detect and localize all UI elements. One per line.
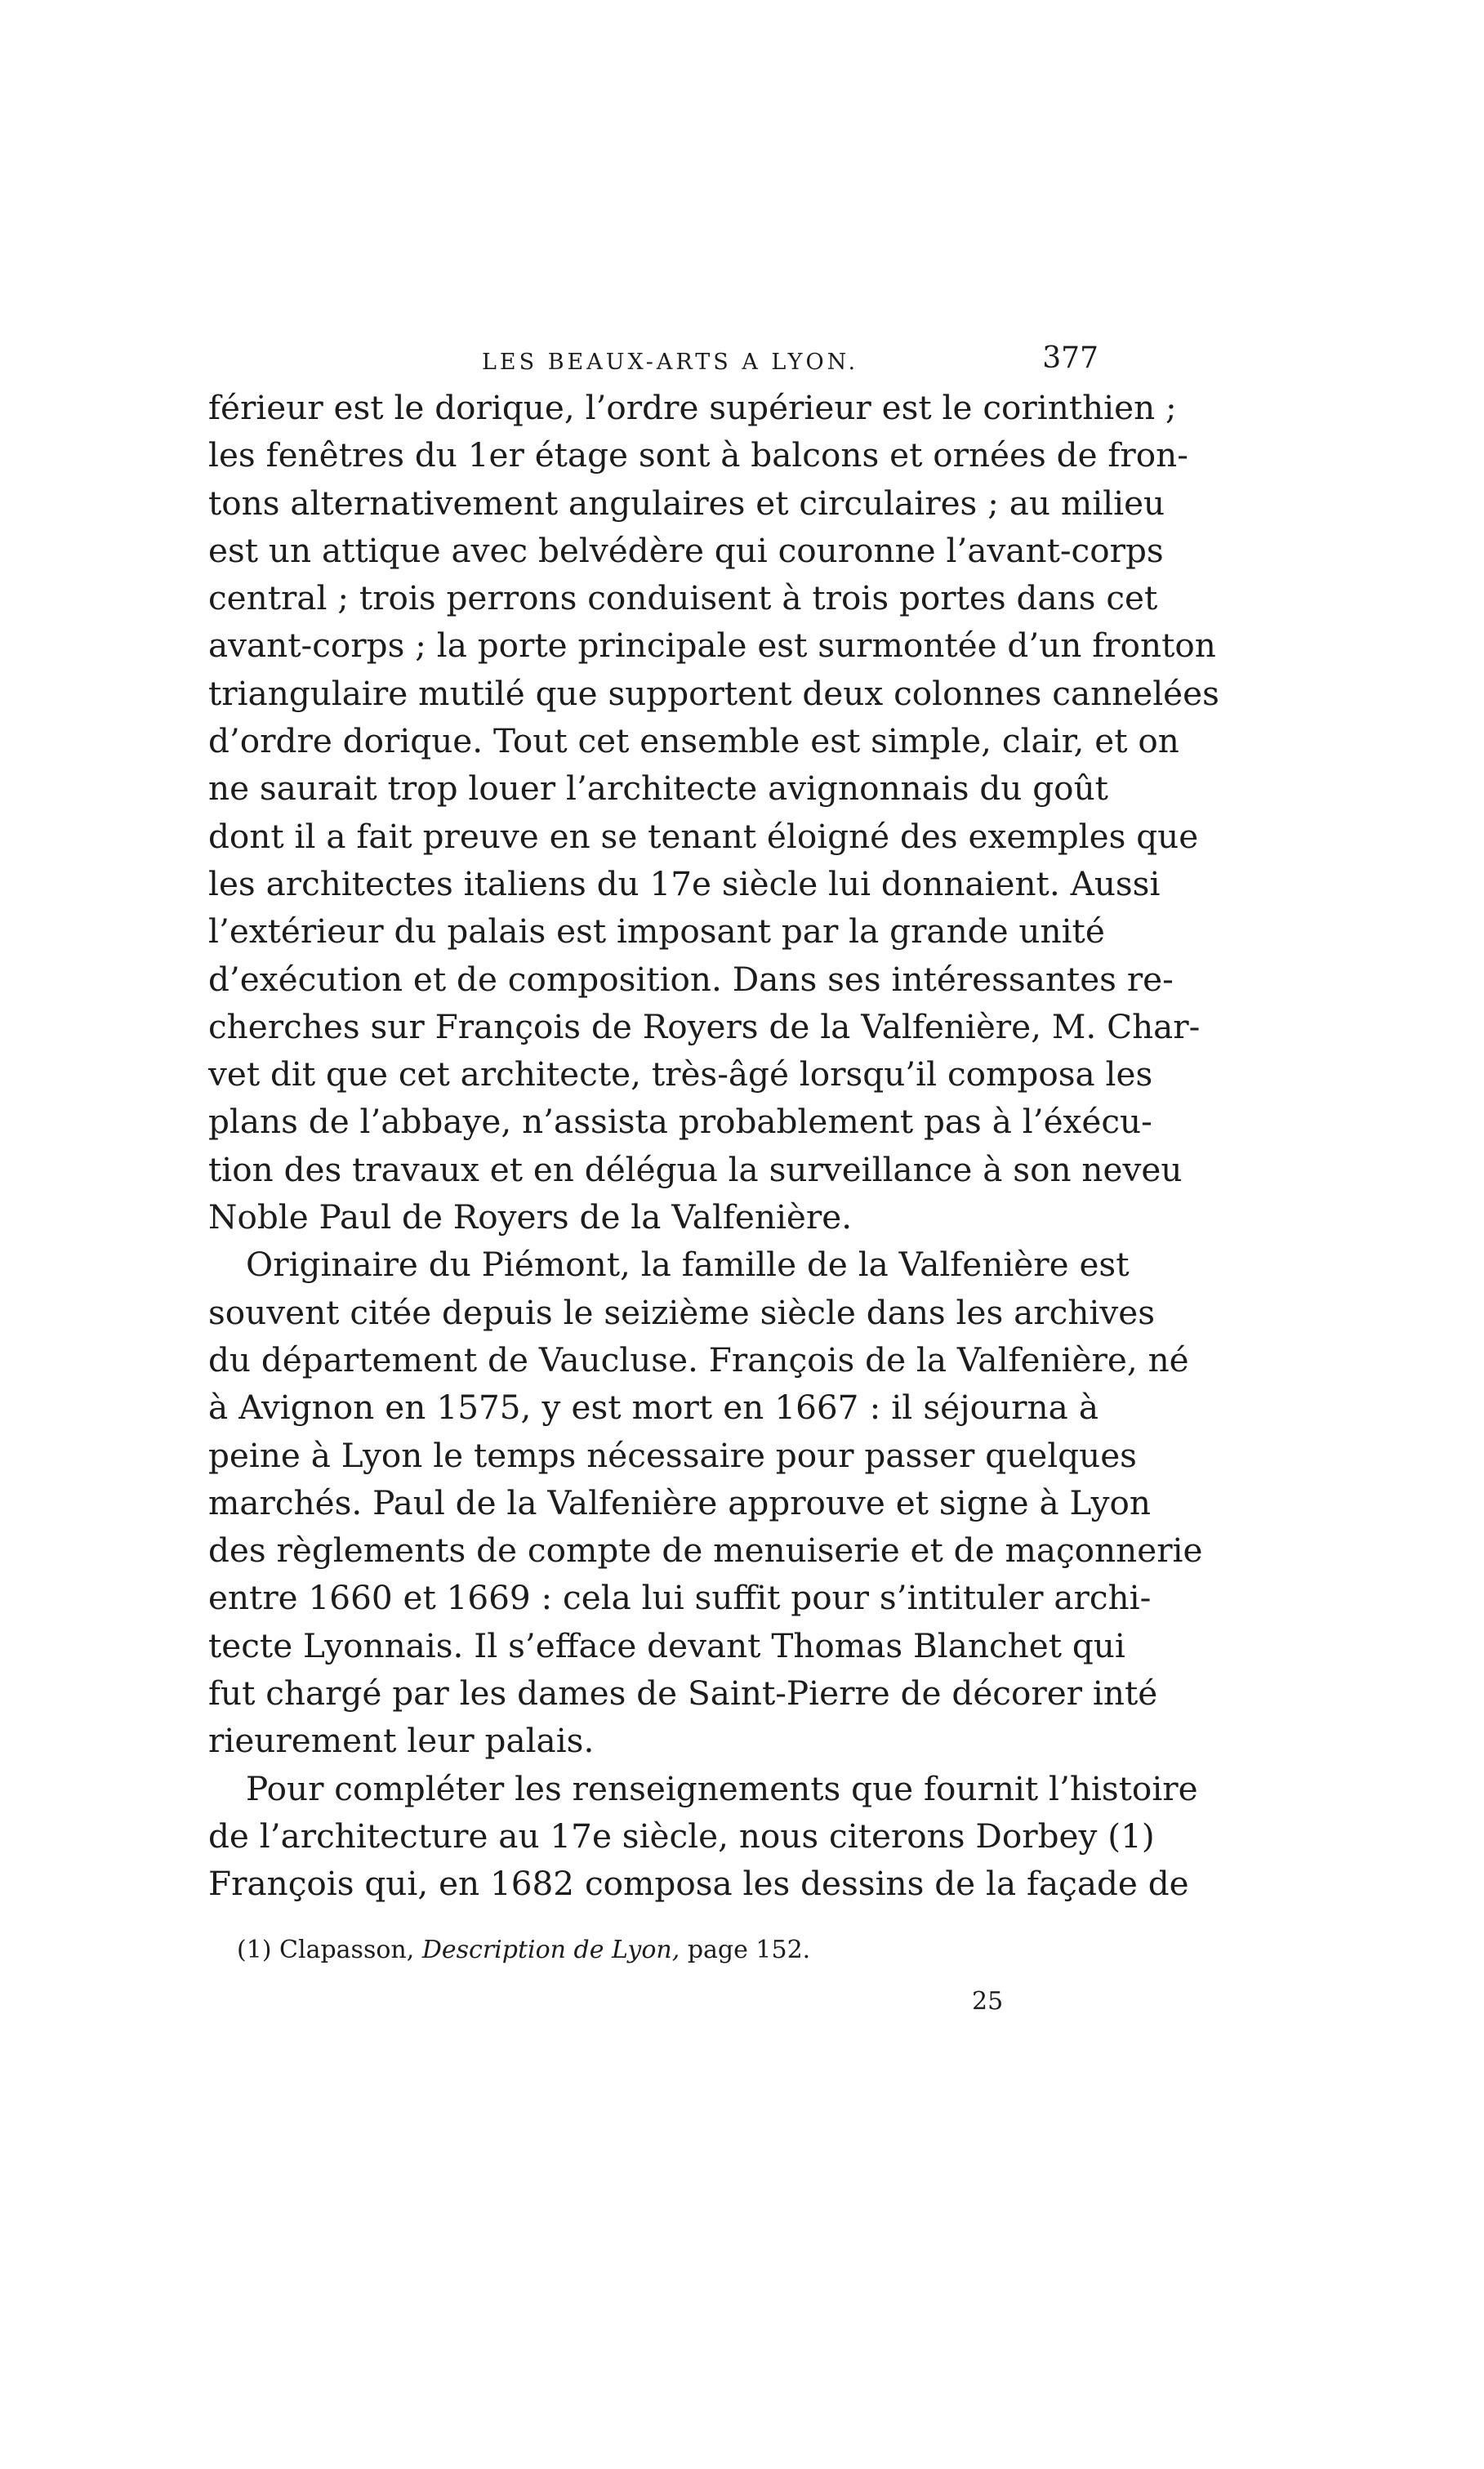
text-line: avant-corps ; la porte principale est surmontée d’un fronton (208, 626, 1216, 666)
footnote-marker: (1) Clapasson, (237, 1936, 415, 1964)
text-line: tons alternativement angulaires et circulaires ; au milieu (208, 483, 1165, 523)
text-line: marchés. Paul de la Valfenière approuve et signe à Lyon (208, 1482, 1151, 1522)
signature-mark: 25 (972, 1987, 1004, 2016)
text-line: vet dit que cet architecte, très-âgé lorsqu’il composa les (208, 1054, 1153, 1094)
running-header (208, 341, 1099, 387)
text-line: Originaire du Piémont, la famille de la Valfenière est (246, 1245, 1130, 1285)
body-text (208, 384, 1219, 1908)
text-line: Noble Paul de Royers de la Valfenière. (208, 1197, 853, 1237)
text-line: à Avignon en 1575, y est mort en 1667 : il séjourna à (208, 1388, 1099, 1428)
text-line: François qui, en 1682 composa les dessins de la façade de (208, 1864, 1189, 1904)
footnote (237, 1936, 810, 1964)
text-line: d’ordre dorique. Tout cet ensemble est simple, clair, et on (208, 721, 1179, 761)
text-line: dont il a fait preuve en se tenant éloigné des exemples que (208, 816, 1199, 856)
text-line: central ; trois perrons conduisent à trois portes dans cet (208, 578, 1158, 618)
text-line: des règlements de compte de menuiserie et de maçonnerie (208, 1531, 1203, 1571)
text-line: est un attique avec belvédère qui couronne l’avant-corps (208, 530, 1164, 570)
text-line: férieur est le dorique, l’ordre supérieur est le corinthien ; (208, 388, 1177, 427)
text-line: peine à Lyon le temps nécessaire pour passer quelques (208, 1435, 1137, 1475)
text-line: fut chargé par les dames de Saint-Pierre de décorer inté (208, 1673, 1158, 1714)
text-line: de l’architecture au 17e siècle, nous citerons Dorbey (1) (208, 1816, 1155, 1856)
text-line: tecte Lyonnais. Il s’efface devant Thomas Blanchet qui (208, 1625, 1125, 1665)
text-line: cherches sur François de Royers de la Valfenière, M. Char- (208, 1006, 1201, 1046)
running-head-title: LES BEAUX-ARTS A LYON. (482, 350, 859, 375)
text-line: entre 1660 et 1669 : cela lui suffit pour s’intituler archi- (208, 1578, 1152, 1618)
text-line: plans de l’abbaye, n’assista probablement pas à l’éxécu- (208, 1102, 1152, 1142)
footnote-rest: page 152. (687, 1936, 811, 1964)
text-line: Pour compléter les renseignements que fournit l’histoire (246, 1768, 1198, 1808)
text-line: du département de Vaucluse. François de la Valfenière, né (208, 1339, 1189, 1379)
footnote-title: Description de Lyon, (421, 1936, 680, 1964)
text-line: souvent citée depuis le seizième siècle dans les archives (208, 1292, 1155, 1332)
text-line: tion des travaux et en délégua la surveillance à son neveu (208, 1149, 1183, 1189)
text-line: les fenêtres du 1er étage sont à balcons et ornées de fron- (208, 435, 1188, 475)
text-line: rieurement leur palais. (208, 1721, 595, 1761)
text-line: triangulaire mutilé que supportent deux colonnes cannelées (208, 673, 1219, 713)
text-line: d’exécution et de composition. Dans ses intéressantes re- (208, 959, 1174, 999)
page-number: 377 (1042, 341, 1099, 375)
text-line: ne saurait trop louer l’architecte avignonnais du goût (208, 769, 1108, 809)
text-line: les architectes italiens du 17e siècle lui donnaient. Aussi (208, 863, 1161, 903)
text-line: l’extérieur du palais est imposant par la grande unité (208, 911, 1105, 952)
